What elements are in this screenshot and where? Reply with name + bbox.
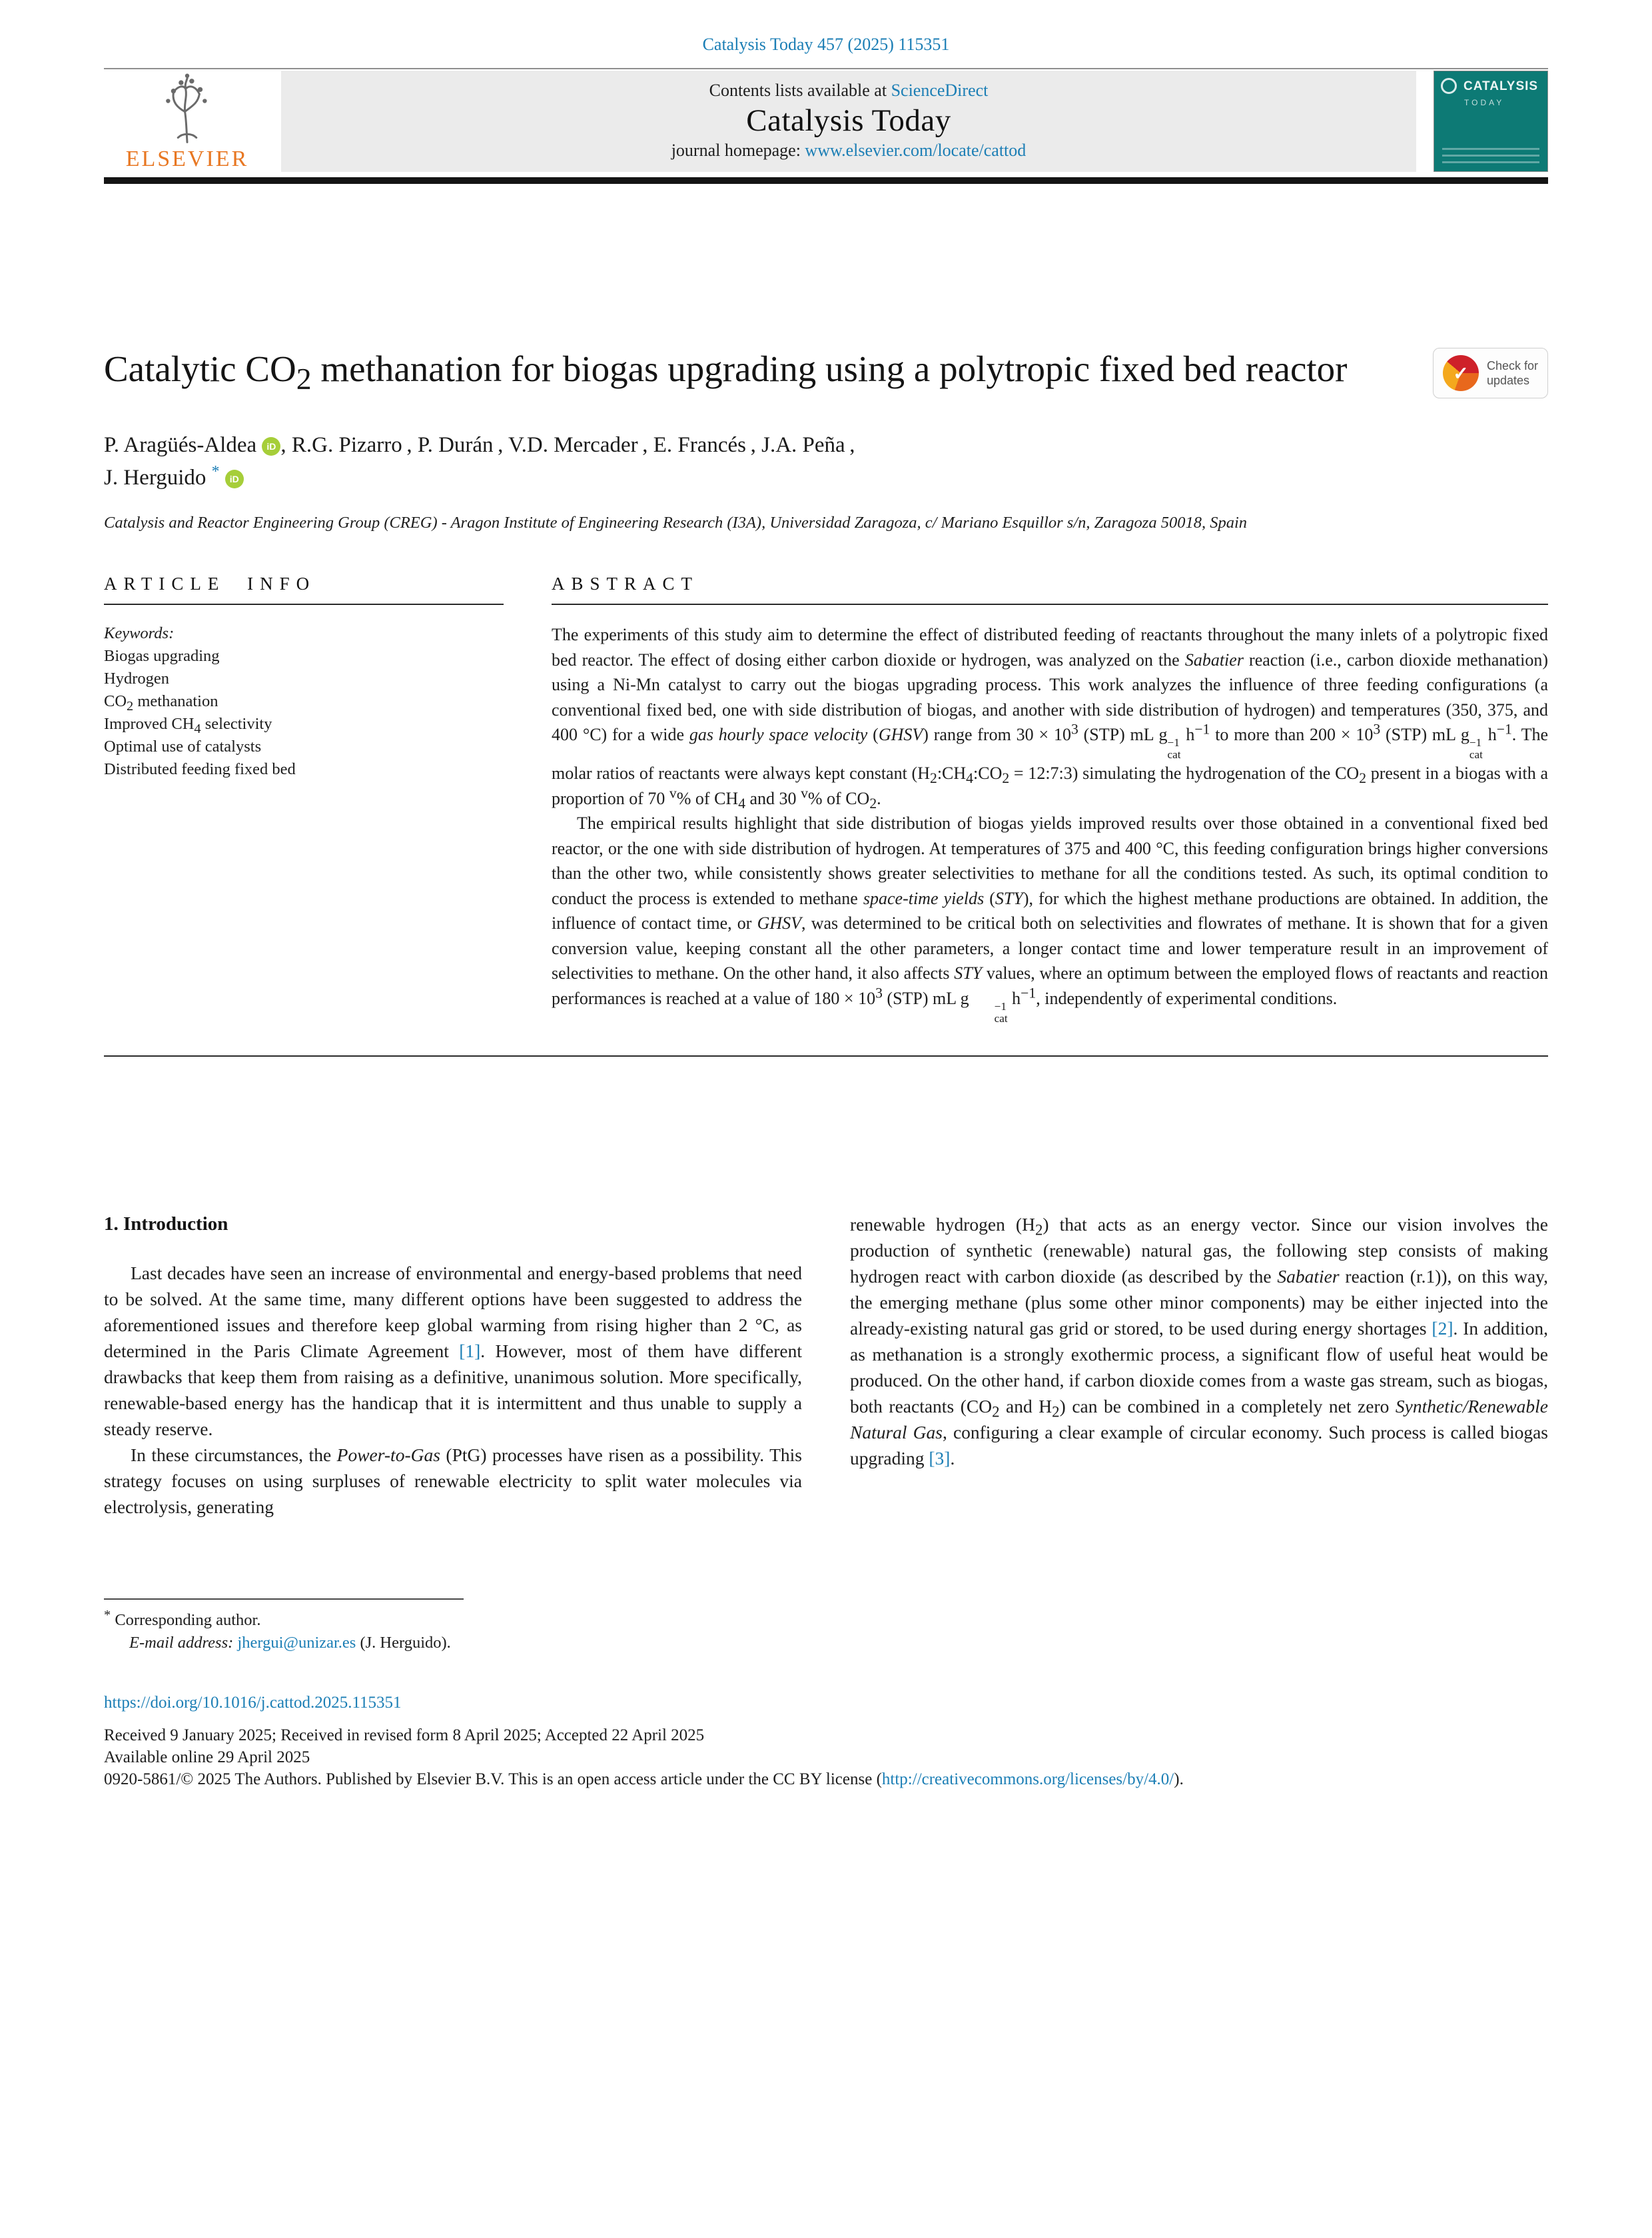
abstract-rule — [552, 604, 1548, 605]
abstract-text — [552, 622, 1548, 1025]
corresponding-author-footnote — [104, 1598, 803, 1654]
abstract-paragraph-1: The experiments of this study aim to determine the effect of distributed feeding of reactants throughout the many inlets of a polytropic fixed bed reactor. The effect of dosing either carbon dioxide or hydrogen, was analyzed on the Sabatier reaction (i.e., carbon dioxide methanation) using a Ni-Mn catalyst to carry out the biogas upgrading process. This work analyzes the influence of three feeding configurations (a conventional fixed bed, one with side distribution of biogas, and another with side distribution of hydrogen) and temperatures (350, 375, and 400 °C) for a wide gas hourly space velocity (GHSV) range from $30 \times 10^3$ (STP) mL g −1 cat $h^{-1}$ to more than $200 \times 10^3$ (STP) mL g −1 cat $h^{-1}$. The molar ratios of reactants were always kept constant ($H_2:CH_4:CO_2$ = 12:7:3) simulating the hydrogenation of the $CO_2$ present in a biogas with a proportion of 70 $^v$% of $CH_4$ and 30 $^v$% of $CO_2$. — [552, 625, 1549, 812]
check-for-updates-label: Check for updates — [1486, 359, 1538, 387]
keyword-item: Biogas upgrading — [104, 647, 220, 665]
right-column — [850, 1211, 1548, 1520]
copyright-line: 0920-5861/© 2025 The Authors. Published by Elsevier B.V. This is an open access article under the CC BY license (http://creativecommons.org/licenses/by/4.0/). — [104, 1770, 1184, 1789]
contents-prefix: Contents lists available at — [709, 81, 891, 100]
left-column — [104, 1211, 802, 1520]
keyword-item: $CO_2$ methanation — [104, 692, 218, 714]
journal-reference — [104, 35, 1548, 55]
keyword-item: Hydrogen — [104, 670, 169, 688]
corresponding-author-star[interactable]: * — [211, 463, 220, 480]
keyword-item: Optimal use of catalysts — [104, 738, 262, 756]
crossmark-icon: ✓ — [1443, 355, 1479, 391]
title-row — [104, 344, 1548, 398]
article-info-rule — [104, 604, 504, 605]
affiliation: Catalysis and Reactor Engineering Group (CREG) - Aragon Institute of Engineering Research (I3A), Universidad Zaragoza, c/ Mariano Esquillor s/n, Zaragoza 50018, Spain — [104, 514, 1248, 532]
article-info-heading: ARTICLE INFO — [104, 574, 316, 594]
abstract-column — [552, 574, 1548, 1025]
article-title: Catalytic $CO_2$ methanation for biogas upgrading using a polytropic fixed bed reactor — [104, 348, 1348, 396]
available-online: Available online 29 April 2025 — [104, 1748, 310, 1767]
abstract-paragraph-2: The empirical results highlight that side distribution of biogas yields improved results over those obtained in a conventional fixed bed reactor, or the one with side distribution of hydrogen. At temperatures of 375 and 400 °C, this feeding configuration brings higher conversions than the other two, while consistently shows greater selectivities to methane for all the conditions tested. As such, its optimal condition to conduct the process is extended to methane space-time yields (STY), for which the highest methane productions are obtained. In addition, the influence of contact time, or GHSV, was determined to be critical both on selectivities and flowrates of methane. It is shown that for a given conversion value, keeping constant all the other parameters, a longer contact time and lower temperature result in an improvement of selectivities to methane. On the other hand, it also affects STY values, where an optimum between the employed flows of reactants and reaction performances is reached at a value of $180 \times 10^3$ (STP) mL g −1 cat $h^{-1}$, independently of experimental conditions. — [552, 814, 1549, 1025]
section-heading-introduction: 1. Introduction — [104, 1213, 228, 1235]
abstract-heading: ABSTRACT — [552, 574, 699, 594]
citation-ref-1[interactable]: [1] — [459, 1341, 481, 1362]
keyword-item: Distributed feeding fixed bed — [104, 760, 296, 778]
sciencedirect-link[interactable]: ScienceDirect — [891, 81, 989, 100]
keywords-label: Keywords: — [104, 624, 175, 642]
intro-paragraph-3: renewable hydrogen $(H_2)$ that acts as an energy vector. Since our vision involves the production of synthetic (renewable) natural gas, the following step consists of making hydrogen react with carbon dioxide (as described by the Sabatier reaction (r.1)), on this way, the emerging methane (plus some other minor components) may be either injected into the already-existing natural gas grid or stored, to be used during energy shortages [2]. In addition, as methanation is a strongly exothermic process, a significant flow of useful heat would be produced. On the other hand, if carbon dioxide comes from a waste gas stream, such as biogas, both reactants ($CO_2$ and $H_2$) can be combined in a completely net zero Synthetic/Renewable Natural Gas, configuring a clear example of circular economy. Such process is called biogas upgrading [3]. — [850, 1214, 1548, 1469]
author-list — [104, 429, 1548, 494]
corresponding-author-line: * Corresponding author. — [104, 1608, 261, 1630]
intro-paragraph-2: In these circumstances, the Power-to-Gas (PtG) processes have risen as a possibility. This strategy focuses on using surpluses of renewable electricity to split water molecules via electrolysis, generating — [104, 1444, 802, 1518]
journal-masthead — [104, 71, 1548, 172]
cover-subtitle: TODAY — [1464, 98, 1505, 107]
page-footer — [104, 1692, 1548, 1790]
journal-title: Catalysis Today — [746, 103, 951, 138]
doi-link[interactable]: https://doi.org/10.1016/j.cattod.2025.115351 — [104, 1694, 402, 1712]
email-link[interactable]: jhergui@unizar.es — [237, 1634, 356, 1652]
contents-line — [709, 81, 989, 100]
citation-ref-3[interactable]: [3] — [929, 1448, 951, 1469]
cc-license-link[interactable]: http://creativecommons.org/licenses/by/4.0/ — [881, 1770, 1174, 1789]
author-line-2: J. Herguido * iD — [104, 462, 1548, 494]
orcid-icon[interactable]: iD — [225, 470, 244, 488]
section-bottom-rule — [104, 1055, 1548, 1057]
homepage-prefix: journal homepage: — [671, 141, 805, 160]
article-info-abstract-section — [104, 574, 1548, 1025]
elsevier-wordmark: ELSEVIER — [125, 147, 249, 171]
orcid-icon[interactable]: iD — [262, 437, 280, 456]
received-dates: Received 9 January 2025; Received in revised form 8 April 2025; Accepted 22 April 2025 — [104, 1726, 705, 1745]
keyword-item: Improved $CH_4$ selectivity — [104, 715, 272, 736]
author-line-1: P. Aragüés-Aldea iD , R.G. Pizarro , P. Durán , V.D. Mercader , E. Francés , J.A. Peña , — [104, 433, 855, 457]
journal-reference-link[interactable]: Catalysis Today 457 (2025) 115351 — [702, 35, 950, 54]
footnote-rule — [104, 1598, 464, 1600]
header-divider-bar — [104, 177, 1548, 184]
homepage-line — [671, 141, 1027, 160]
main-text — [104, 1211, 1548, 1520]
elsevier-logo[interactable] — [104, 71, 270, 172]
email-line: E-mail address: jhergui@unizar.es (J. Herguido). — [129, 1634, 451, 1652]
journal-cover-thumbnail[interactable] — [1434, 71, 1548, 172]
elsevier-tree-icon — [148, 72, 226, 145]
cover-title: CATALYSIS — [1463, 79, 1539, 93]
article-info-column — [104, 574, 504, 1025]
journal-banner — [281, 71, 1416, 172]
page — [0, 35, 1652, 1790]
journal-homepage-link[interactable]: www.elsevier.com/locate/cattod — [805, 141, 1027, 160]
header-top-rule — [104, 68, 1548, 69]
intro-paragraph-1: Last decades have seen an increase of environmental and energy-based problems that need to be solved. At the same time, many different options have been suggested to address the aforementioned issues and therefore keep global warming from rising higher than 2 °C, as determined in the Paris Climate Agreement [1]. However, most of them have different drawbacks that keep them from raising as a definitive, unanimous solution. More specifically, renewable-based energy has the handicap that it is intermittent and thus unable to supply a steady reserve. — [104, 1263, 802, 1440]
citation-ref-2[interactable]: [2] — [1432, 1318, 1453, 1339]
cover-logo-icon — [1441, 78, 1457, 94]
cover-text-lines — [1442, 143, 1539, 163]
keywords-block — [104, 622, 504, 781]
check-for-updates-badge[interactable] — [1433, 348, 1548, 398]
